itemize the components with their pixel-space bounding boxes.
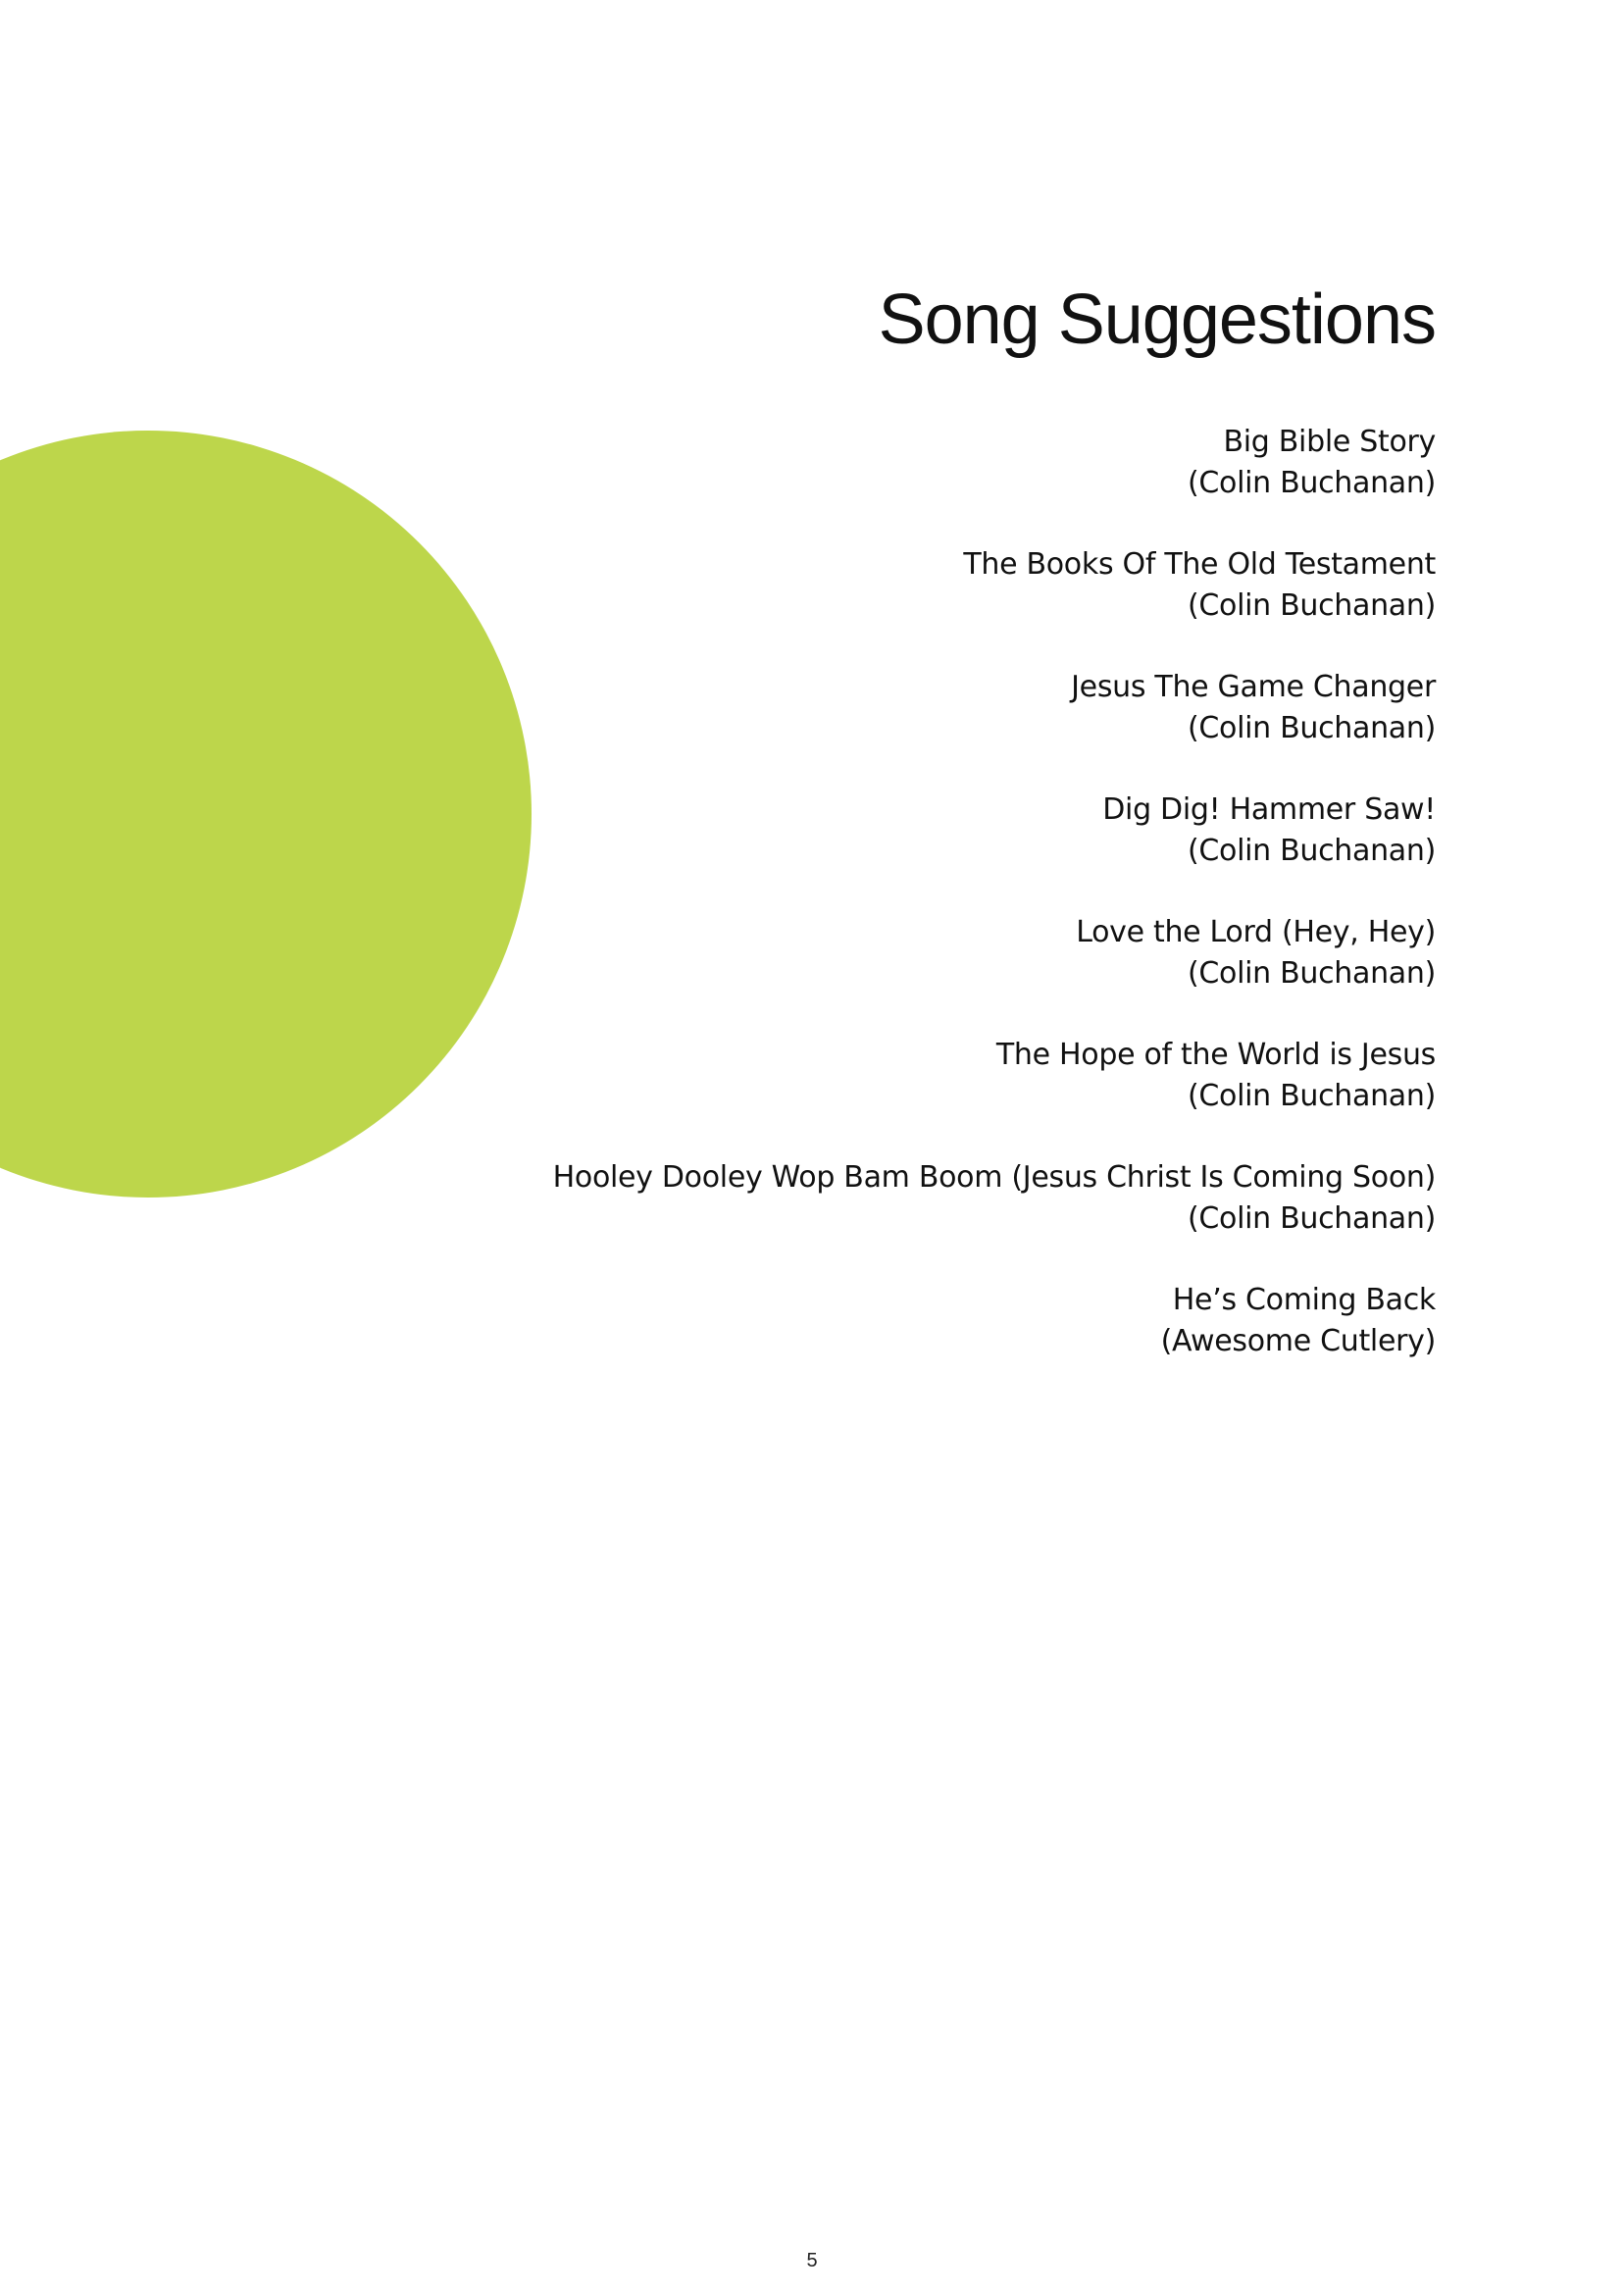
song-item — [455, 422, 1436, 504]
song-artist: (Colin Buchanan) — [1187, 1201, 1436, 1236]
song-artist: (Colin Buchanan) — [1187, 711, 1436, 745]
page-title: Song Suggestions — [878, 280, 1436, 359]
song-title: The Books Of The Old Testament — [963, 547, 1436, 582]
song-artist: (Colin Buchanan) — [1187, 466, 1436, 500]
song-artist: (Colin Buchanan) — [1187, 834, 1436, 868]
song-item — [455, 667, 1436, 749]
song-item — [455, 912, 1436, 994]
song-title: Hooley Dooley Wop Bam Boom (Jesus Christ Is Coming Soon) — [552, 1160, 1436, 1195]
song-title: Big Bible Story — [1223, 425, 1436, 459]
song-item — [455, 790, 1436, 872]
song-list — [455, 422, 1436, 1402]
song-title: He’s Coming Back — [1172, 1283, 1436, 1317]
song-title: The Hope of the World is Jesus — [995, 1038, 1436, 1072]
song-title: Dig Dig! Hammer Saw! — [1102, 792, 1436, 827]
song-artist: (Colin Buchanan) — [1187, 1079, 1436, 1113]
decorative-green-circle — [0, 431, 532, 1198]
page-number: 5 — [806, 2250, 818, 2271]
song-item — [455, 1280, 1436, 1362]
song-artist: (Colin Buchanan) — [1187, 956, 1436, 991]
song-item — [455, 1157, 1436, 1240]
song-title: Love the Lord (Hey, Hey) — [1076, 915, 1436, 949]
song-title: Jesus The Game Changer — [1071, 670, 1436, 704]
song-item — [455, 544, 1436, 627]
song-artist: (Awesome Cutlery) — [1160, 1324, 1436, 1358]
song-artist: (Colin Buchanan) — [1187, 588, 1436, 623]
song-item — [455, 1035, 1436, 1117]
